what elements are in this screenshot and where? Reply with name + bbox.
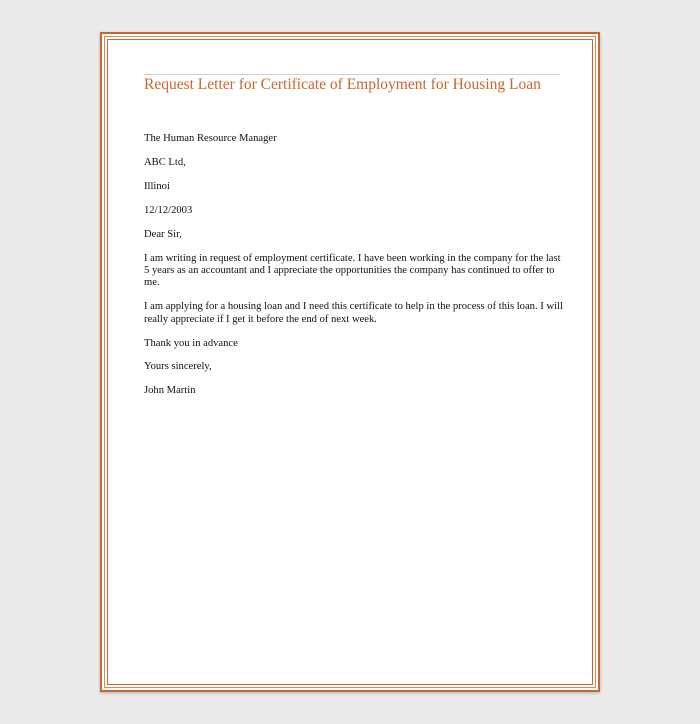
closing-line: Yours sincerely, [144,361,212,373]
location-line: Illinoi [144,180,170,192]
letter-title: Request Letter for Certificate of Employment for Housing Loan [144,76,541,93]
body-paragraph-1: I am writing in request of employment certificate. I have been working in the company for the last 5 years as an accountant and I appreciate the opportunities the company has continued to offer to me. [144,252,561,289]
thanks-line: Thank you in advance [144,337,238,349]
body-paragraph-2: I am applying for a housing loan and I need this certificate to help in the process of this loan. I will really appreciate if I get it before the end of next week. [144,301,563,325]
letter-page [100,32,600,692]
salutation: Dear Sir, [144,228,182,240]
title-divider [144,74,560,75]
recipient-line: The Human Resource Manager [144,133,277,144]
date-line: 12/12/2003 [144,204,193,216]
company-line: ABC Ltd, [144,156,186,168]
letter-body [144,133,564,409]
signature-name: John Martin [144,385,196,397]
